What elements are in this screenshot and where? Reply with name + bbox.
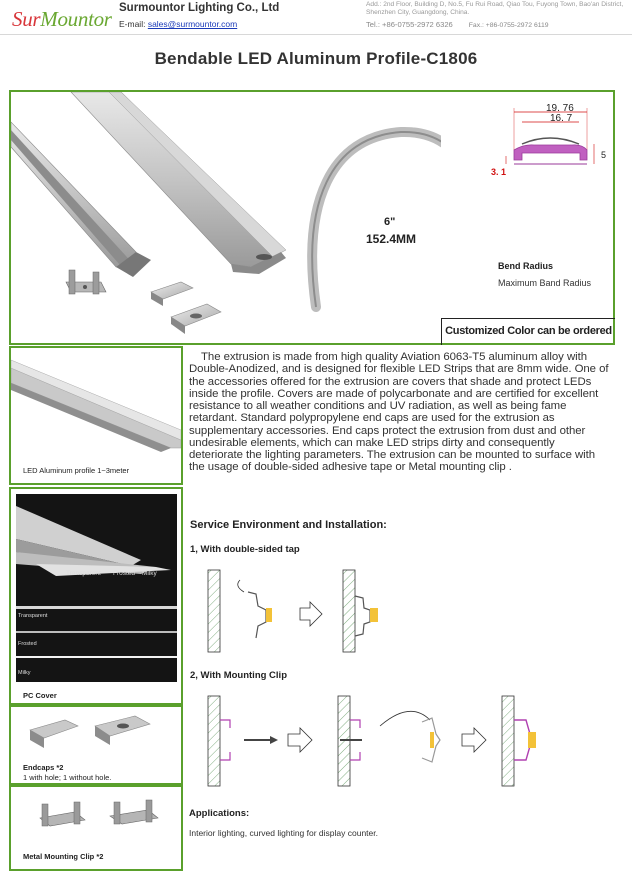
applications-title: Applications: [189,808,250,819]
profile-photo [11,92,441,343]
email-link[interactable]: sales@surmountor.com [147,19,238,29]
bend-radius-label: Bend Radius [498,261,554,271]
company-address: Add.: 2nd Floor, Building D, No.5, Fu Rui Road, Qiao Tou, Fuyong Town, Bao'an District, Shenzhen City, Guangdong, China. [366,1,624,16]
endcaps-label: Endcaps *2 [23,763,64,772]
product-description: The extrusion is made from high quality Aviation 6063-T5 aluminum alloy with Double-Anodized, and is designed for flexible LED Strips that are 8mm wide. One of the accessories offered for the extrusion are covers that shade and protect LEDs inside the profile. Covers are made of polycarbonate and are certified for excellent resistance to all weather conditions and UV radiation, as well as being fame retardant. Standard polypropylene end caps are used for the extrusion as supplementary accessories. End caps protect the extrusion from dust and other undesirable elements, which can make LED strips dirty and consequently deteriorate the lighting parameters. The extrusion can be mounted to surface with the usage of double-sided adhesive tape or Metal mounting clip . [189,351,609,474]
profile-image [11,348,181,458]
dim-side: 3. 1 [491,167,507,177]
step2-title: 2, With Mounting Clip [190,670,288,681]
pc-cover-photo [16,494,177,682]
strip-label-milky: Milky [18,670,31,676]
profile-label: LED Aluminum profile 1~3meter [23,466,130,475]
header-divider [0,34,632,35]
mounting-clip-icon [66,270,106,294]
cover-label-milky: Milky [142,570,157,577]
applications-text: Interior lighting, curved lighting for display counter. [189,828,378,838]
contact-fax: Fax.: +86-0755-2972 6119 [468,22,549,29]
cover-label-transparent: Transparent [66,570,101,577]
clip-label: Metal Mounting Clip *2 [23,852,104,861]
bend-radius-sub: Maximum Band Radius [498,278,592,288]
service-title: Service Environment and Installation: [190,519,387,531]
clip-install-diagram [200,690,560,792]
company-logo: SurMountor [12,7,112,31]
cover-label-frosted: Frosted [113,570,136,577]
strip-label-transparent: Transparent [18,613,48,619]
dim-height: 5 [601,150,607,160]
tape-install-diagram [200,564,400,658]
endcap-icon [151,282,221,334]
clip-image [30,796,170,836]
email-line: E-mail: sales@surmountor.com [119,19,238,29]
bend-radius-mm: 152.4MM [366,232,417,246]
endcaps-image [20,712,160,757]
pc-cover-label: PC Cover [23,691,57,700]
endcaps-sub: 1 with hole; 1 without hole. [23,773,112,782]
dim-outer: 19. 76 [546,103,574,114]
company-name: Surmountor Lighting Co., Ltd [119,2,280,14]
dim-inner: 16. 7 [550,113,573,124]
contact-phone: Tel.: +86-0755-2972 6326 Fax.: +86-0755-2972 6119 [366,20,549,29]
custom-color-note: Customized Color can be ordered [441,318,615,345]
step1-title: 1, With double-sided tap [190,544,300,555]
bend-size: 6" [384,216,396,228]
page-header [0,0,632,36]
page-title: Bendable LED Aluminum Profile-C1806 [154,49,478,68]
strip-label-frosted: Frosted [18,641,37,647]
